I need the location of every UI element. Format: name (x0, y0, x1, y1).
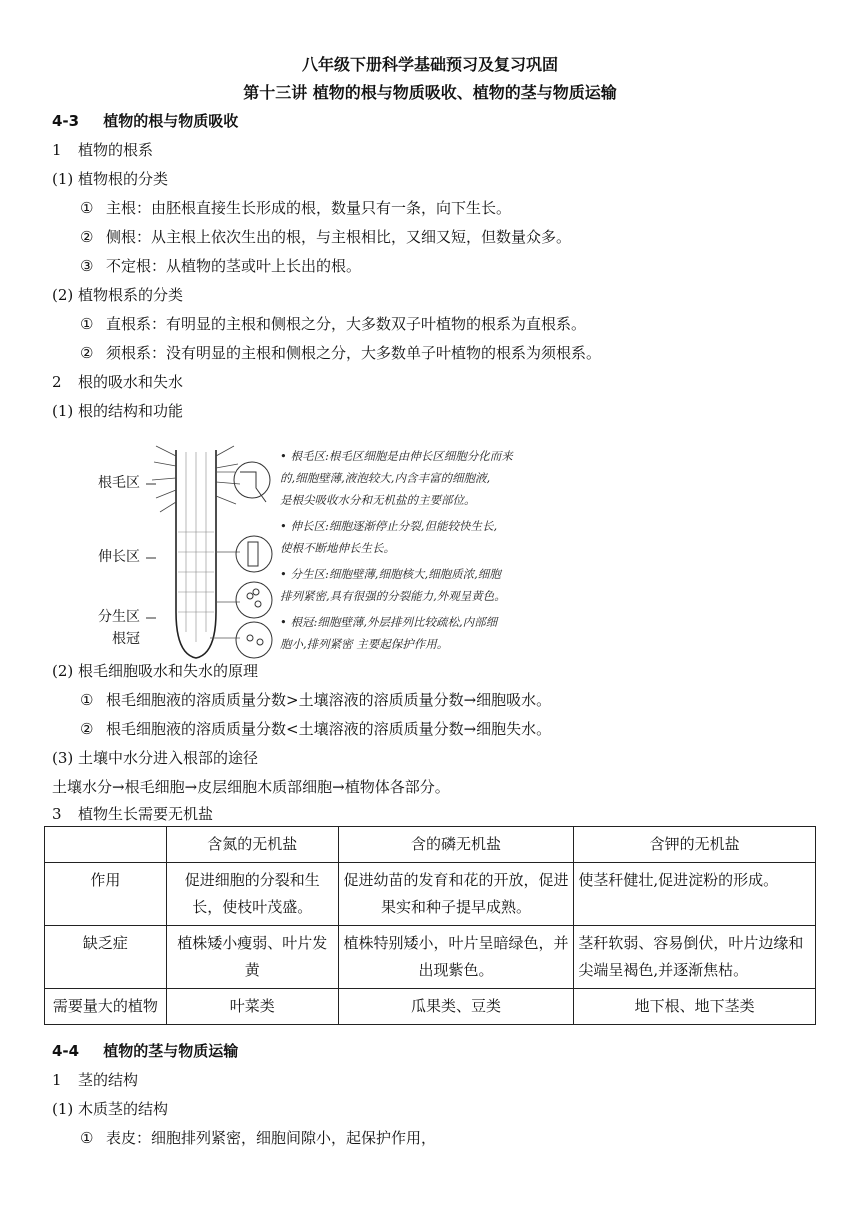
figure-label-root-hair-zone: 根毛区 (98, 475, 140, 491)
table-cell: 需要量大的植物 (45, 989, 167, 1025)
list-marker: ① (80, 315, 94, 333)
subsection-title: 根的吸水和失水 (78, 373, 184, 391)
inorganic-salt-table (44, 826, 816, 1025)
item-title: 植物根的分类 (78, 170, 169, 188)
figure-label-elongation-zone: 伸长区 (98, 549, 140, 565)
table-cell: 叶菜类 (166, 989, 338, 1025)
subsection-number: 2 (52, 373, 62, 391)
list-marker: ① (80, 199, 94, 217)
list-marker: ③ (80, 257, 94, 275)
item-title: 木质茎的结构 (78, 1100, 169, 1118)
item-number: (1) (52, 170, 74, 188)
table-cell: 植株矮小瘦弱、叶片发黄 (166, 926, 338, 989)
table-header-row (45, 827, 816, 863)
figure-note: • 根冠:细胞壁薄,外层排列比较疏松,内部细 (280, 615, 498, 629)
table-cell: 促进细胞的分裂和生长，使枝叶茂盛。 (166, 863, 338, 926)
figure-note: 排列紧密,具有很强的分裂能力,外观呈黄色。 (280, 589, 506, 603)
item-heading-4-4-1-1 (52, 1098, 168, 1120)
item-number: (1) (52, 1100, 74, 1118)
root-tip-figure (90, 442, 560, 664)
table-cell: 瓜果类、豆类 (338, 989, 574, 1025)
list-marker: ② (80, 344, 94, 362)
subsection-number: 1 (52, 1071, 62, 1089)
list-item (80, 718, 551, 740)
subsection-heading-3 (52, 803, 213, 825)
table-header-cell: 含钾的无机盐 (574, 827, 816, 863)
figure-label-meristem-zone: 分生区 (98, 609, 140, 625)
figure-note: 使根不断地伸长生长。 (280, 541, 395, 555)
list-item (80, 342, 601, 364)
item-heading-2-3 (52, 747, 258, 769)
list-item (80, 1127, 436, 1149)
subsection-title: 植物生长需要无机盐 (78, 805, 214, 823)
list-marker: ② (80, 720, 94, 738)
figure-note: • 根毛区:根毛区细胞是由伸长区细胞分化而来 (280, 449, 513, 463)
item-heading-1-2 (52, 284, 183, 306)
list-text: 根毛细胞液的溶质质量分数<土壤溶液的溶质质量分数→细胞失水。 (106, 720, 552, 738)
figure-note: • 伸长区:细胞逐渐停止分裂,但能较快生长, (280, 519, 498, 533)
section-number: 4-3 (52, 112, 80, 130)
list-text: 表皮：细胞排列紧密，细胞间隙小，起保护作用， (106, 1129, 437, 1147)
list-marker: ② (80, 228, 94, 246)
list-item (80, 313, 586, 335)
list-marker: ① (80, 1129, 94, 1147)
item-number: (2) (52, 286, 74, 304)
section-heading-4-4 (52, 1040, 238, 1062)
table-cell: 地下根、地下茎类 (574, 989, 816, 1025)
list-text: 须根系：没有明显的主根和侧根之分，大多数单子叶植物的根系为须根系。 (106, 344, 602, 362)
table-row (45, 926, 816, 989)
list-text: 侧根：从主根上依次生出的根，与主根相比，又细又短，但数量众多。 (106, 228, 572, 246)
figure-note: 是根尖吸收水分和无机盐的主要部位。 (280, 493, 476, 507)
table-cell: 作用 (45, 863, 167, 926)
item-title: 根毛细胞吸水和失水的原理 (78, 662, 259, 680)
list-marker: ① (80, 691, 94, 709)
subsection-number: 1 (52, 141, 62, 159)
figure-note: 的,细胞壁薄,液泡较大,内含丰富的细胞液, (280, 471, 491, 485)
item-number: (1) (52, 402, 74, 420)
subsection-title: 茎的结构 (78, 1071, 139, 1089)
subsection-title: 植物的根系 (78, 141, 154, 159)
table-header-cell (45, 827, 167, 863)
water-path-text: 土壤水分→根毛细胞→皮层细胞木质部细胞→植物体各部分。 (52, 778, 450, 796)
table-cell: 促进幼苗的发育和花的开放，促进果实和种子提早成熟。 (338, 863, 574, 926)
item-title: 植物根系的分类 (78, 286, 184, 304)
table-header-cell: 含氮的无机盐 (166, 827, 338, 863)
table-cell: 使茎秆健壮,促进淀粉的形成。 (574, 863, 816, 926)
list-item (80, 226, 571, 248)
subsection-heading-1 (52, 139, 153, 161)
list-item (80, 197, 511, 219)
item-heading-2-2 (52, 660, 258, 682)
section-number: 4-4 (52, 1042, 80, 1060)
section-title: 植物的根与物质吸收 (103, 112, 239, 130)
root-tip-drawing (90, 442, 280, 664)
item-title: 土壤中水分进入根部的途径 (78, 749, 259, 767)
list-item (80, 689, 551, 711)
table-cell: 缺乏症 (45, 926, 167, 989)
lecture-subtitle: 第十三讲 植物的根与物质吸收、植物的茎与物质运输 (243, 83, 617, 102)
section-heading-4-3 (52, 110, 238, 132)
list-item (80, 255, 361, 277)
subsection-heading-2 (52, 371, 183, 393)
figure-note: • 分生区:细胞壁薄,细胞核大,细胞质浓,细胞 (280, 567, 501, 581)
subsection-number: 3 (52, 805, 62, 823)
list-text: 根毛细胞液的溶质质量分数>土壤溶液的溶质质量分数→细胞吸水。 (106, 691, 552, 709)
item-number: (2) (52, 662, 74, 680)
figure-label-root-cap: 根冠 (112, 631, 140, 647)
table-cell: 茎秆软弱、容易倒伏，叶片边缘和尖端呈褐色,并逐渐焦枯。 (574, 926, 816, 989)
subsection-heading-4-4-1 (52, 1069, 138, 1091)
item-heading-1-1 (52, 168, 168, 190)
item-number: (3) (52, 749, 74, 767)
figure-note: 胞小,排列紧密 主要起保护作用。 (280, 637, 449, 651)
document-title: 八年级下册科学基础预习及复习巩固 (301, 55, 558, 74)
table-cell: 植株特别矮小，叶片呈暗绿色，并出现紫色。 (338, 926, 574, 989)
table-header-cell: 含的磷无机盐 (338, 827, 574, 863)
list-text: 直根系：有明显的主根和侧根之分，大多数双子叶植物的根系为直根系。 (106, 315, 587, 333)
list-text: 不定根：从植物的茎或叶上长出的根。 (106, 257, 362, 275)
list-text: 主根：由胚根直接生长形成的根，数量只有一条，向下生长。 (106, 199, 512, 217)
table-row (45, 989, 816, 1025)
table-row (45, 863, 816, 926)
section-title: 植物的茎与物质运输 (103, 1042, 239, 1060)
item-heading-2-1 (52, 400, 183, 422)
item-title: 根的结构和功能 (78, 402, 184, 420)
